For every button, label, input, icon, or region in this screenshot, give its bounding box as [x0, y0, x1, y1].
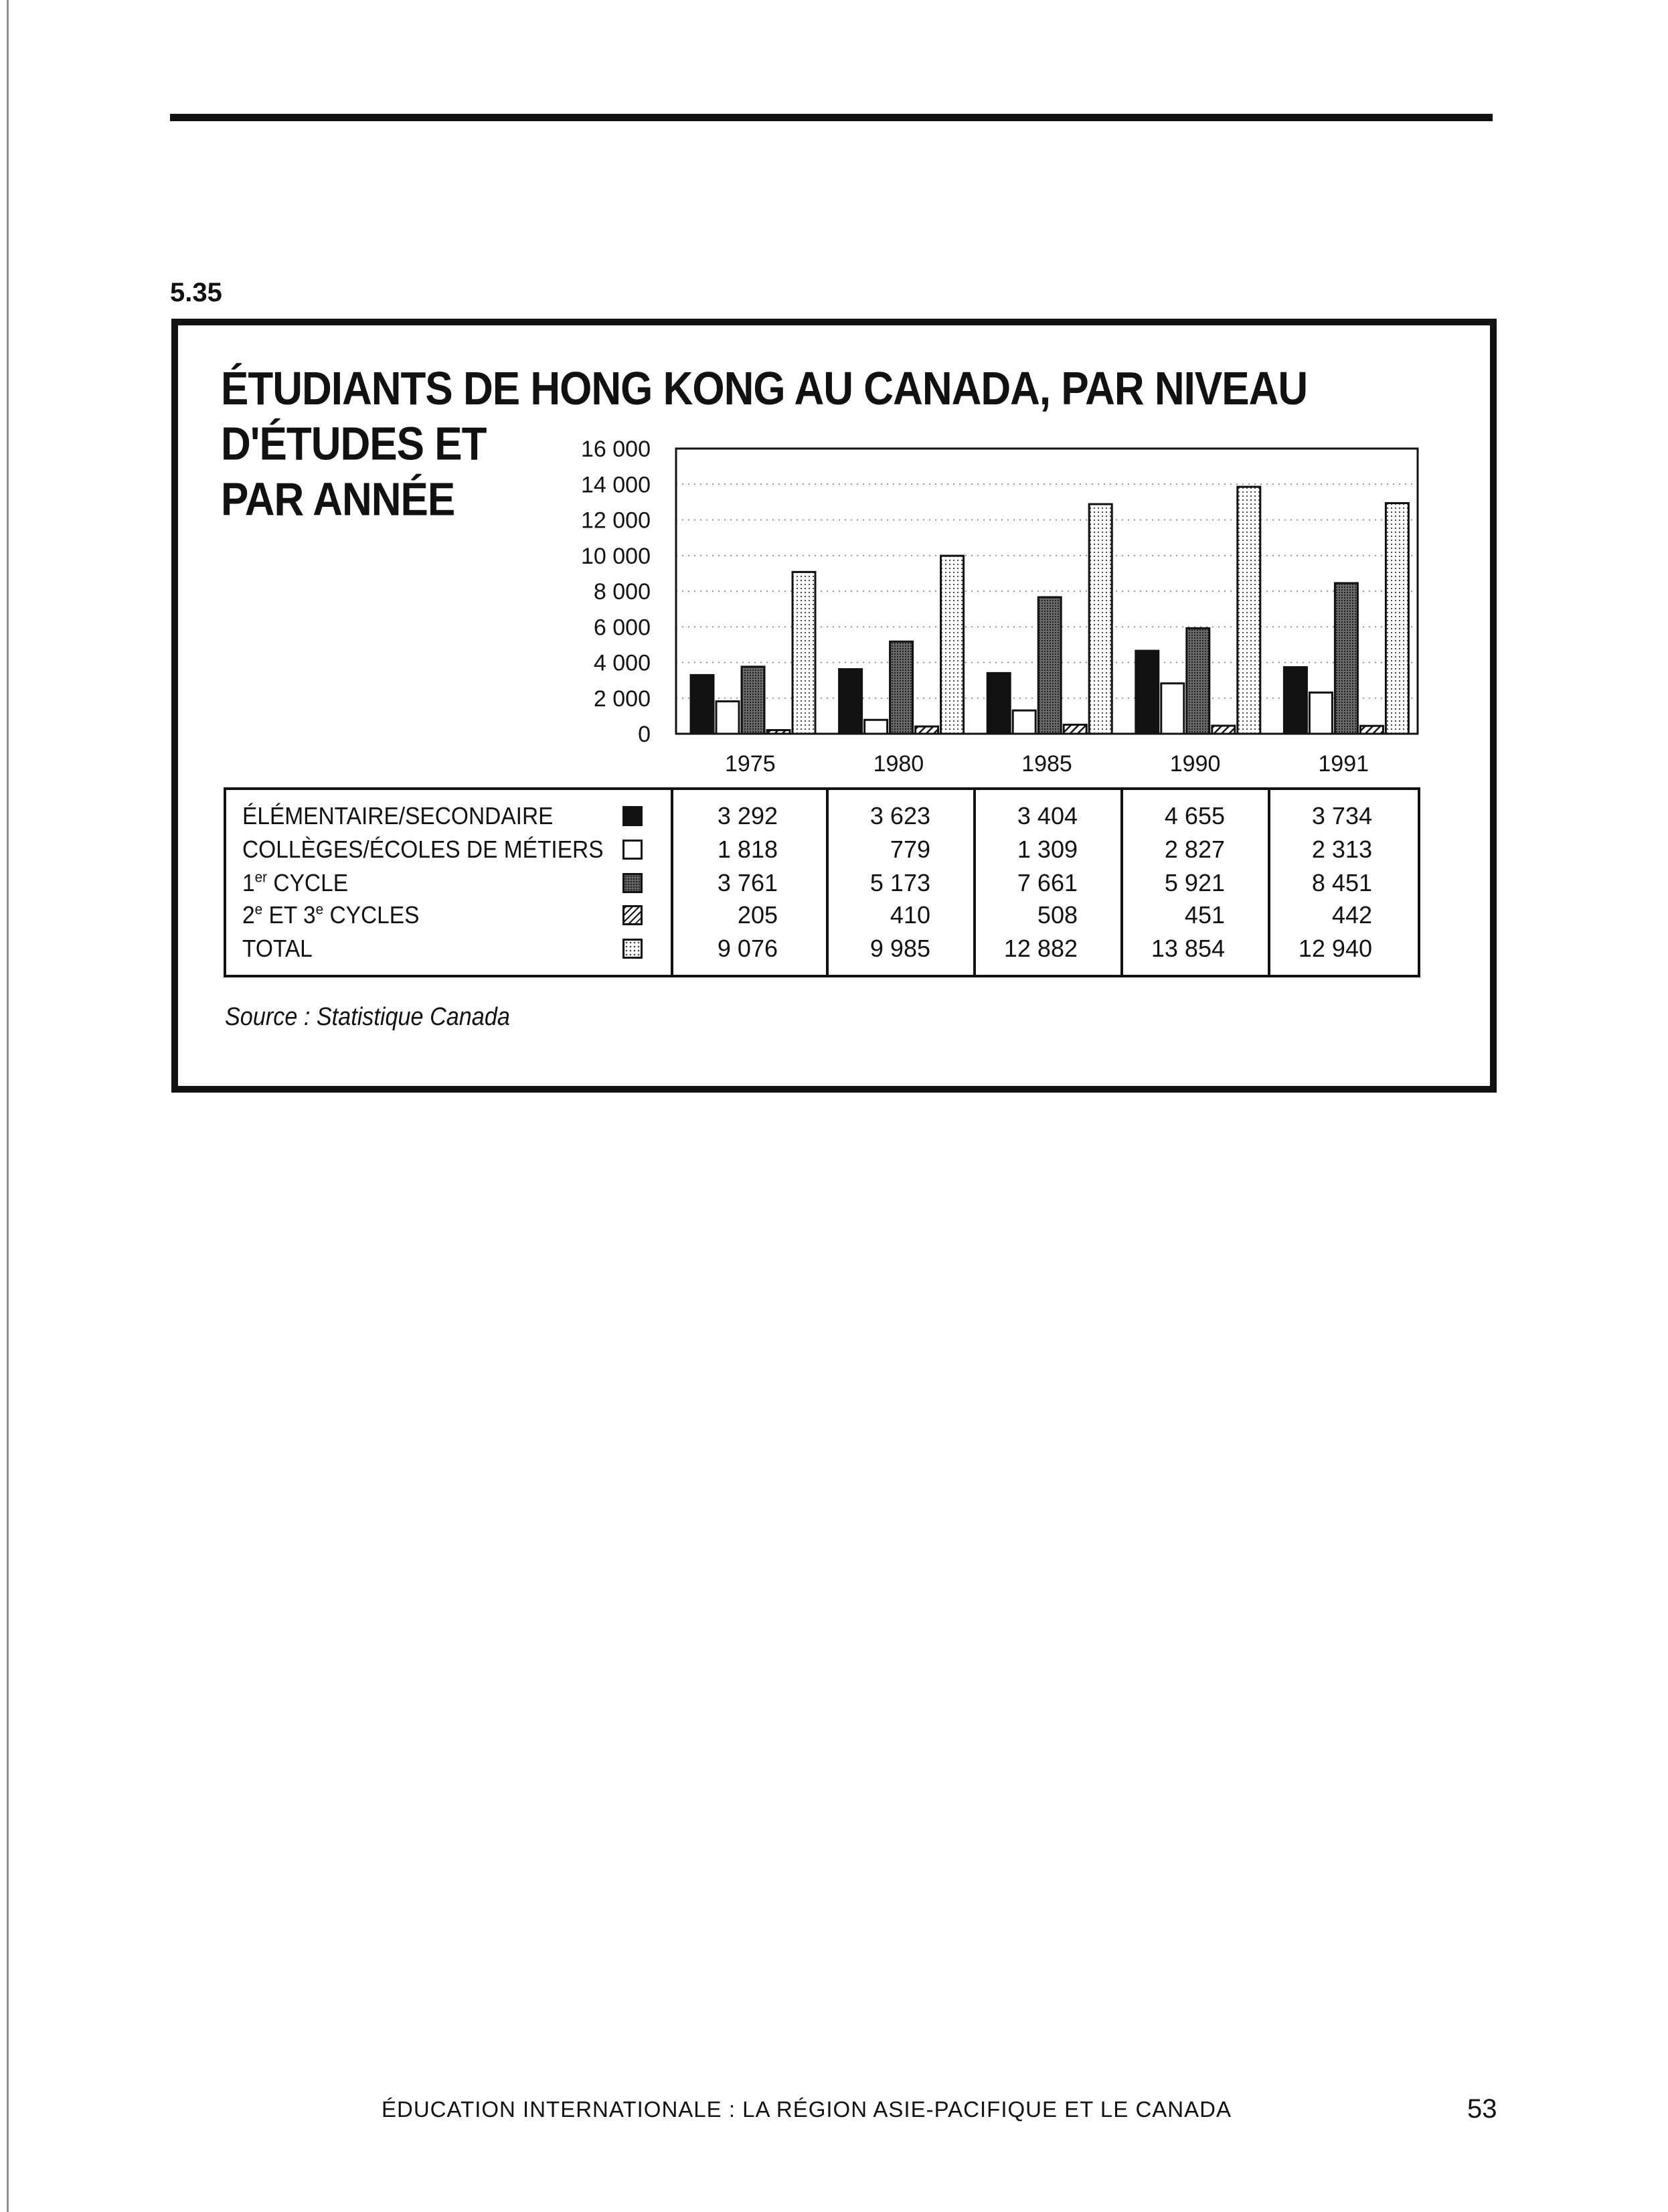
table-cell: 8 451	[1311, 869, 1372, 896]
swatch-dots-icon	[622, 939, 643, 959]
legend-sup: e	[315, 900, 324, 918]
y-tick-label: 8 000	[593, 579, 651, 605]
bar	[1309, 692, 1332, 734]
bar	[1013, 710, 1035, 734]
y-tick-label: 12 000	[581, 507, 651, 534]
table-cell: 3 734	[1311, 802, 1372, 830]
x-tick-label: 1991	[1318, 751, 1369, 777]
y-tick-label: 6 000	[593, 615, 651, 641]
bar	[1161, 684, 1184, 734]
table-cell: 9 076	[717, 935, 778, 962]
bar	[1136, 651, 1159, 734]
bar	[1284, 667, 1307, 734]
legend-label: COLLÈGES/ÉCOLES DE MÉTIERS	[242, 836, 604, 863]
x-tick-label: 1980	[873, 751, 924, 777]
bar	[839, 669, 862, 734]
swatch-hatch-icon	[622, 905, 643, 925]
page-number: 53	[1467, 2094, 1497, 2124]
y-tick-label: 2 000	[593, 686, 651, 712]
legend-row-premier-cycle	[242, 869, 348, 897]
legend-sup: er	[254, 868, 268, 886]
x-tick-label: 1985	[1021, 751, 1072, 777]
y-tick-label: 4 000	[593, 650, 651, 676]
legend-label-rest: CYCLE	[267, 869, 349, 896]
swatch-solid-icon	[622, 806, 643, 826]
bar	[742, 667, 764, 734]
chart-title-line2: PAR ANNÉE	[221, 474, 455, 526]
y-tick-label: 10 000	[581, 543, 651, 569]
bar	[890, 641, 913, 734]
table-cell: 2 313	[1311, 836, 1372, 863]
legend-row-colleges	[242, 836, 604, 864]
table-cell: 3 404	[1017, 802, 1078, 830]
bar	[1335, 583, 1357, 734]
table-cell: 13 854	[1151, 935, 1225, 962]
bar	[987, 673, 1010, 734]
bar	[1187, 628, 1210, 734]
table-cell: 5 921	[1164, 869, 1225, 896]
table-cell: 9 985	[869, 935, 930, 962]
table-cell: 442	[1331, 901, 1372, 929]
bar	[916, 726, 938, 734]
table-cell: 5 173	[869, 869, 930, 896]
table-cell: 12 940	[1298, 935, 1372, 962]
table-cell: 508	[1037, 901, 1078, 929]
y-tick-label: 16 000	[581, 437, 651, 462]
table-cell: 1 818	[717, 836, 778, 863]
legend-label: 2	[242, 901, 255, 929]
swatch-dark-icon	[622, 873, 643, 893]
bar	[1360, 726, 1383, 734]
table-cell: 410	[890, 901, 930, 929]
bar	[1212, 726, 1235, 734]
bar	[767, 730, 790, 734]
x-tick-label: 1975	[724, 751, 776, 777]
bar	[1038, 597, 1061, 734]
data-table	[224, 787, 1420, 977]
bar	[1238, 487, 1260, 734]
table-cell: 3 292	[717, 802, 778, 830]
bar	[691, 675, 714, 734]
table-cell: 2 827	[1164, 836, 1225, 863]
chart-title-line1: ÉTUDIANTS DE HONG KONG AU CANADA, PAR NIVEAU D'ÉTUDES ET	[221, 363, 1308, 471]
x-tick-label: 1990	[1169, 751, 1221, 777]
bars	[691, 487, 1408, 734]
y-tick-label: 0	[638, 722, 651, 747]
bar	[716, 702, 739, 734]
legend-row-deuxieme-cycles	[242, 901, 419, 929]
table-cell: 779	[890, 836, 930, 863]
bar	[1386, 503, 1408, 734]
table-cell: 451	[1184, 901, 1225, 929]
table-cell: 1 309	[1017, 836, 1078, 863]
bar	[941, 556, 964, 734]
legend-label: 1	[242, 869, 255, 896]
table-cell: 7 661	[1017, 869, 1078, 896]
page-footer: ÉDUCATION INTERNATIONALE : LA RÉGION ASIE-PACIFIQUE ET LE CANADA	[382, 2097, 1232, 2122]
bar	[1089, 504, 1112, 734]
legend-label: TOTAL	[242, 935, 313, 962]
source-note: Source : Statistique Canada	[225, 1003, 510, 1031]
legend-row-elementaire	[242, 802, 553, 830]
bar-chart	[0, 0, 1668, 803]
figure-number: 5.35	[170, 278, 222, 307]
legend-label: ÉLÉMENTAIRE/SECONDAIRE	[242, 802, 554, 830]
bar	[865, 720, 888, 734]
table-cell: 205	[737, 901, 778, 929]
bar	[1064, 724, 1086, 734]
bar	[793, 572, 815, 734]
table-cell: 3 623	[869, 802, 930, 830]
legend-label-rest: CYCLES	[323, 901, 420, 929]
y-tick-label: 14 000	[581, 472, 651, 498]
legend-label-rest: ET 3	[262, 901, 316, 929]
legend-row-total	[242, 935, 313, 963]
table-cell: 3 761	[717, 869, 778, 896]
swatch-empty-icon	[622, 840, 643, 860]
table-cell: 4 655	[1164, 802, 1225, 830]
table-cell: 12 882	[1003, 935, 1078, 962]
legend-sup: e	[254, 900, 263, 918]
